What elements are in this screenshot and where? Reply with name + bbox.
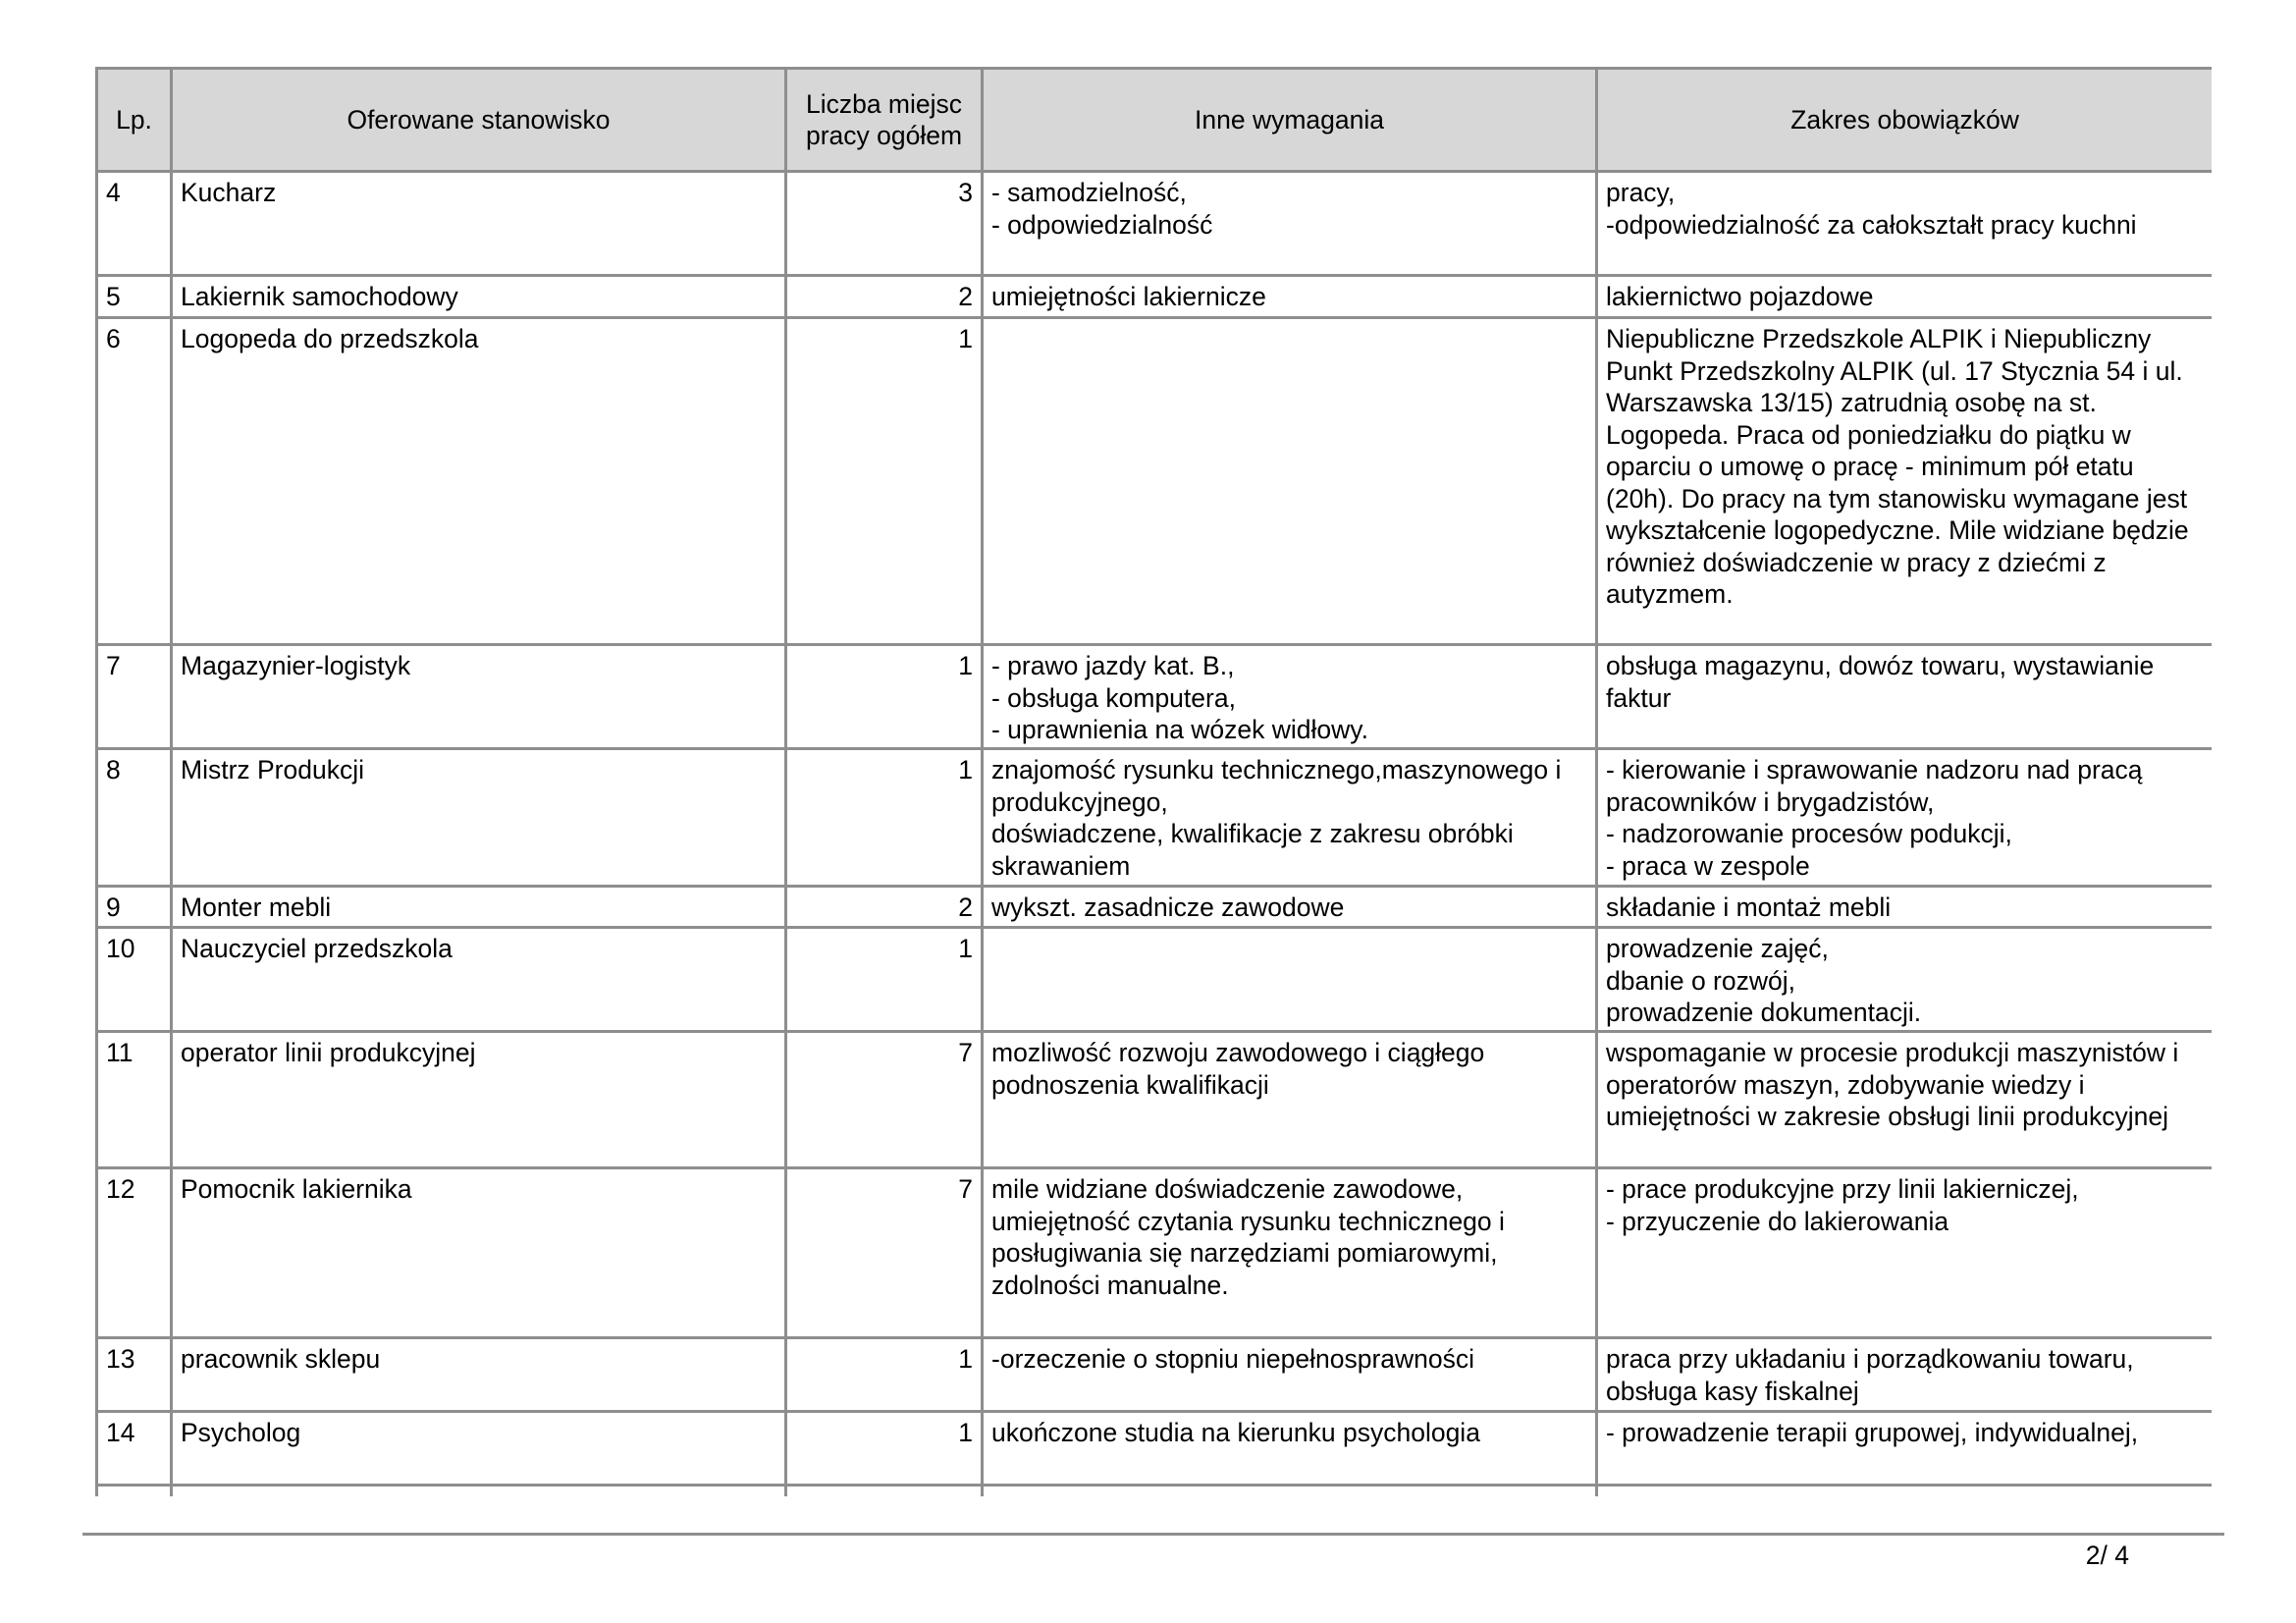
cell-lp: 8 bbox=[97, 749, 172, 887]
cell-position: Mistrz Produkcji bbox=[172, 749, 786, 887]
header-count: Liczba miejsc pracy ogółem bbox=[786, 69, 983, 172]
cell-requirements bbox=[983, 928, 1597, 1032]
cell-count: 1 bbox=[786, 749, 983, 887]
cell-duties: Niepubliczne Przedszkole ALPIK i Niepubliczny Punkt Przedszkolny ALPIK (ul. 17 Stycznia 54 i ul. Warszawska 13/15) zatrudnią osobę na st. Logopeda. Praca od poniedziałku do piątku w oparciu o umowę o pracę - minimum pół etatu (20h). Do pracy na tym stanowisku wymagane jest wykształcenie logopedyczne. Mile widziane będzie również doświadczenie w pracy z dziećmi z autyzmem. bbox=[1597, 318, 2213, 645]
cell-requirements bbox=[983, 318, 1597, 645]
cell-duties: składanie i montaż mebli bbox=[1597, 887, 2213, 928]
cell-position: Magazynier-logistyk bbox=[172, 645, 786, 749]
footer-divider bbox=[82, 1533, 2224, 1536]
cell-lp: 14 bbox=[97, 1412, 172, 1486]
cell-requirements: wykszt. zasadnicze zawodowe bbox=[983, 887, 1597, 928]
table-row bbox=[97, 172, 2213, 276]
cell-position: operator linii produkcyjnej bbox=[172, 1032, 786, 1168]
cell-lp: 13 bbox=[97, 1338, 172, 1412]
cell-requirements: - prawo jazdy kat. B., - obsługa komputera, - uprawnienia na wózek widłowy. bbox=[983, 645, 1597, 749]
cell-count: 2 bbox=[786, 276, 983, 318]
table-continuation-row bbox=[97, 1486, 2213, 1497]
table-row bbox=[97, 887, 2213, 928]
cell-duties: - kierowanie i sprawowanie nadzoru nad pracą pracowników i brygadzistów, - nadzorowanie procesów podukcji, - praca w zespole bbox=[1597, 749, 2213, 887]
cell-requirements: umiejętności lakiernicze bbox=[983, 276, 1597, 318]
table-row bbox=[97, 276, 2213, 318]
cell-count: 3 bbox=[786, 172, 983, 276]
table-row bbox=[97, 1168, 2213, 1338]
table-row bbox=[97, 1338, 2213, 1412]
table-row bbox=[97, 1412, 2213, 1486]
cell-duties: praca przy układaniu i porządkowaniu towaru, obsługa kasy fiskalnej bbox=[1597, 1338, 2213, 1412]
job-offers-table bbox=[95, 67, 2212, 1496]
cell-requirements: -orzeczenie o stopniu niepełnosprawności bbox=[983, 1338, 1597, 1412]
header-duties: Zakres obowiązków bbox=[1597, 69, 2213, 172]
cell-lp bbox=[97, 1486, 172, 1497]
cell-count: 2 bbox=[786, 887, 983, 928]
cell-position: Psycholog bbox=[172, 1412, 786, 1486]
cell-requirements: mile widziane doświadczenie zawodowe, umiejętność czytania rysunku technicznego i posługiwania się narzędziami pomiarowymi, zdolności manualne. bbox=[983, 1168, 1597, 1338]
cell-requirements: - samodzielność, - odpowiedzialność bbox=[983, 172, 1597, 276]
cell-duties: lakiernictwo pojazdowe bbox=[1597, 276, 2213, 318]
header-lp: Lp. bbox=[97, 69, 172, 172]
cell-duties bbox=[1597, 1486, 2213, 1497]
cell-lp: 7 bbox=[97, 645, 172, 749]
cell-lp: 6 bbox=[97, 318, 172, 645]
cell-lp: 12 bbox=[97, 1168, 172, 1338]
cell-requirements: znajomość rysunku technicznego,maszynowego i produkcyjnego, doświadczene, kwalifikacje z zakresu obróbki skrawaniem bbox=[983, 749, 1597, 887]
table-row bbox=[97, 318, 2213, 645]
cell-lp: 9 bbox=[97, 887, 172, 928]
cell-duties: - prowadzenie terapii grupowej, indywidualnej, bbox=[1597, 1412, 2213, 1486]
cell-position: Nauczyciel przedszkola bbox=[172, 928, 786, 1032]
cell-duties: pracy, -odpowiedzialność za całokształt pracy kuchni bbox=[1597, 172, 2213, 276]
cell-position: Kucharz bbox=[172, 172, 786, 276]
cell-position bbox=[172, 1486, 786, 1497]
cell-count: 1 bbox=[786, 928, 983, 1032]
cell-duties: wspomaganie w procesie produkcji maszynistów i operatorów maszyn, zdobywanie wiedzy i umiejętności w zakresie obsługi linii produkcyjnej bbox=[1597, 1032, 2213, 1168]
cell-count: 1 bbox=[786, 318, 983, 645]
cell-requirements bbox=[983, 1486, 1597, 1497]
cell-position: Logopeda do przedszkola bbox=[172, 318, 786, 645]
table-row bbox=[97, 1032, 2213, 1168]
cell-duties: prowadzenie zajęć, dbanie o rozwój, prowadzenie dokumentacji. bbox=[1597, 928, 2213, 1032]
cell-count: 1 bbox=[786, 645, 983, 749]
table-header-row bbox=[97, 69, 2213, 172]
cell-count: 1 bbox=[786, 1412, 983, 1486]
cell-position: Lakiernik samochodowy bbox=[172, 276, 786, 318]
cell-count: 7 bbox=[786, 1168, 983, 1338]
cell-position: Monter mebli bbox=[172, 887, 786, 928]
cell-lp: 5 bbox=[97, 276, 172, 318]
offers-table-container bbox=[95, 67, 2212, 1496]
cell-position: pracownik sklepu bbox=[172, 1338, 786, 1412]
cell-duties: - prace produkcyjne przy linii lakierniczej, - przyuczenie do lakierowania bbox=[1597, 1168, 2213, 1338]
cell-duties: obsługa magazynu, dowóz towaru, wystawianie faktur bbox=[1597, 645, 2213, 749]
cell-count: 1 bbox=[786, 1338, 983, 1412]
cell-requirements: ukończone studia na kierunku psychologia bbox=[983, 1412, 1597, 1486]
page-number: 2/ 4 bbox=[2085, 1541, 2129, 1570]
table-row bbox=[97, 749, 2213, 887]
cell-position: Pomocnik lakiernika bbox=[172, 1168, 786, 1338]
header-position: Oferowane stanowisko bbox=[172, 69, 786, 172]
cell-count: 7 bbox=[786, 1032, 983, 1168]
cell-count bbox=[786, 1486, 983, 1497]
header-requirements: Inne wymagania bbox=[983, 69, 1597, 172]
cell-lp: 10 bbox=[97, 928, 172, 1032]
table-row bbox=[97, 928, 2213, 1032]
cell-requirements: mozliwość rozwoju zawodowego i ciągłego podnoszenia kwalifikacji bbox=[983, 1032, 1597, 1168]
cell-lp: 4 bbox=[97, 172, 172, 276]
cell-lp: 11 bbox=[97, 1032, 172, 1168]
table-row bbox=[97, 645, 2213, 749]
